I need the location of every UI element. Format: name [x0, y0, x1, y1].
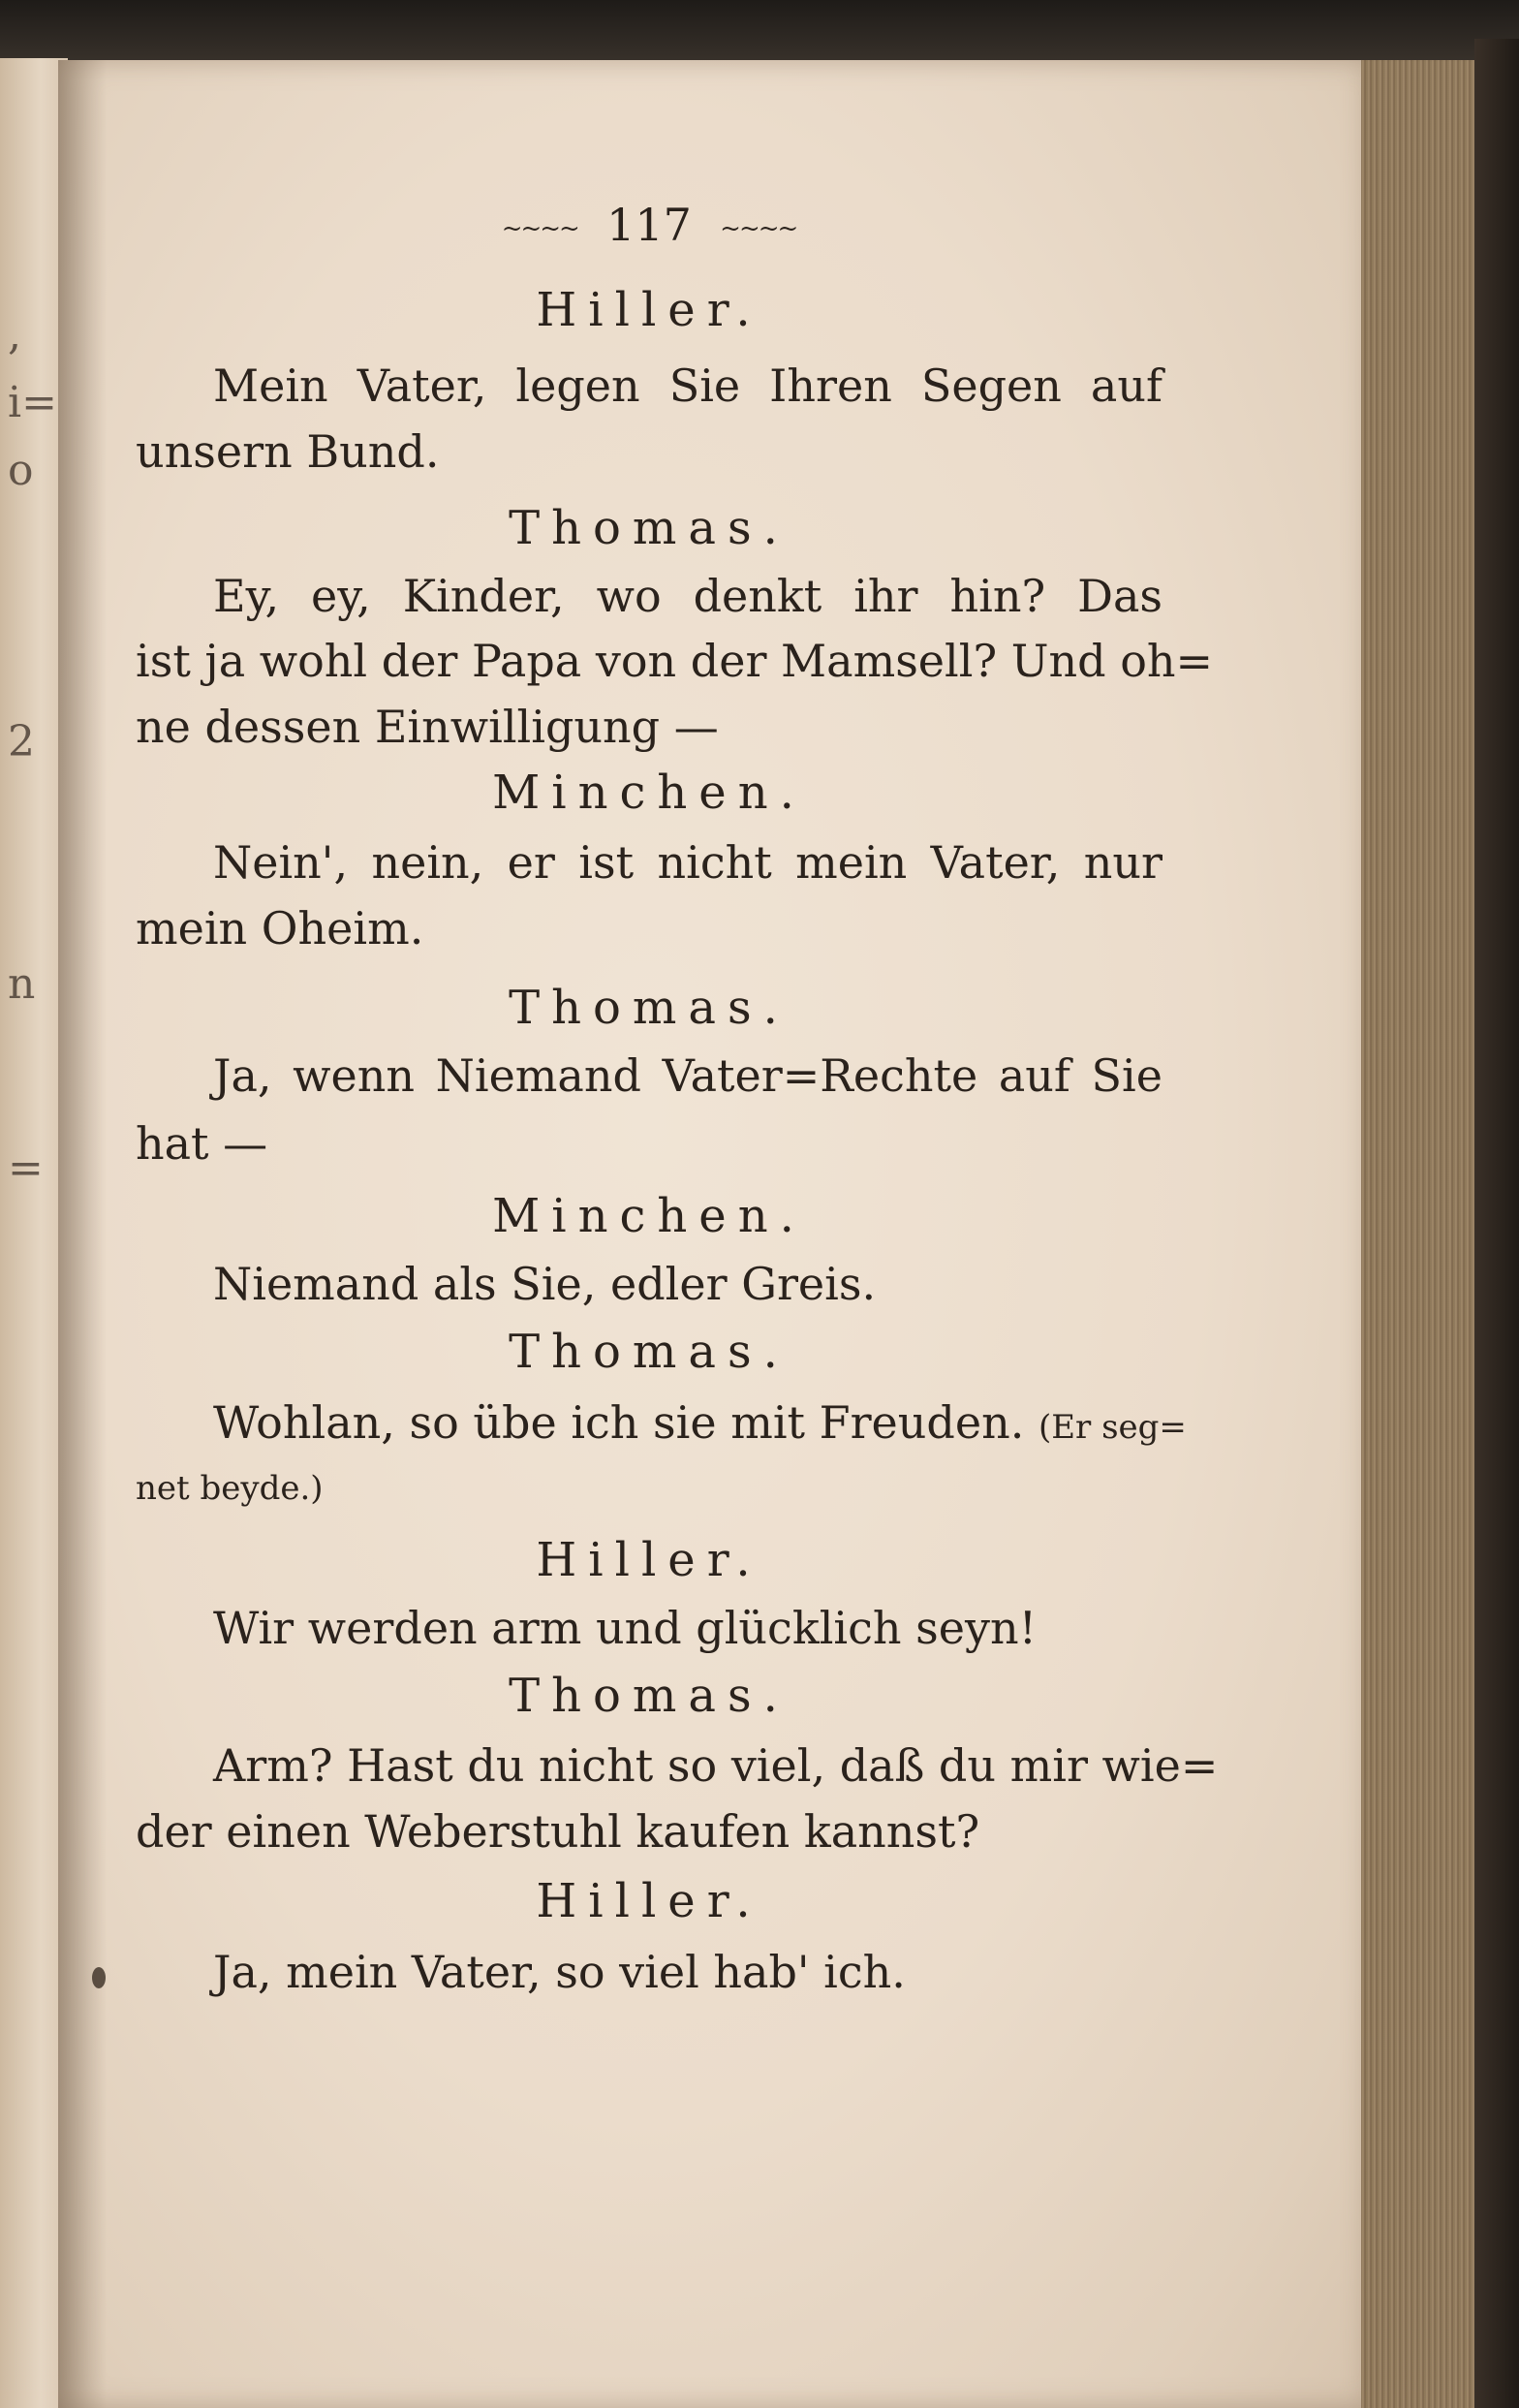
stage-direction-continued: net beyde.) — [136, 1469, 324, 1508]
speaker-name: Minchen. — [492, 766, 806, 820]
dialogue-line: Ja, wenn Niemand Vater=Rechte auf Sie — [213, 1049, 1162, 1102]
speaker-name: Hiller. — [536, 283, 762, 337]
left-page-fragment: n — [8, 959, 36, 1009]
dialogue-line: mein Oheim. — [136, 902, 424, 954]
dialogue-line: unsern Bund. — [136, 425, 440, 478]
dialogue-line: Ja, mein Vater, so viel hab' ich. — [213, 1946, 906, 1998]
dialogue-line: Wir werden arm und glücklich seyn! — [213, 1602, 1038, 1654]
speaker-name: Thomas. — [509, 1325, 790, 1379]
dialogue-line: hat — — [136, 1117, 268, 1170]
book-cover-edge — [1474, 39, 1519, 2408]
dialogue-text: Wohlan, so übe ich sie mit Freuden. — [213, 1396, 1025, 1449]
dialogue-line: ne dessen Einwilligung — — [136, 701, 719, 753]
dialogue-line: Niemand als Sie, edler Greis. — [213, 1258, 877, 1310]
speaker-name: Hiller. — [536, 1533, 762, 1587]
page-number-header — [455, 199, 843, 251]
ornament-left: ~~~~ — [501, 214, 578, 243]
dialogue-line: Mein Vater, legen Sie Ihren Segen auf — [213, 360, 1162, 412]
gutter-shadow — [58, 60, 107, 2408]
stage-direction: (Er seg= — [1038, 1408, 1187, 1447]
speaker-name: Hiller. — [536, 1874, 762, 1928]
left-page-fragment: , — [8, 310, 21, 360]
left-page-fragment: o — [8, 446, 34, 495]
dialogue-line — [136, 1393, 1187, 1456]
speaker-name: Thomas. — [509, 501, 790, 555]
ink-smudge — [92, 1967, 106, 1988]
background-top-edge — [0, 0, 1519, 68]
dialogue-line: Arm? Hast du nicht so viel, daß du mir wie= — [213, 1739, 1219, 1792]
left-page-fragment: = — [8, 1143, 44, 1193]
speaker-name: Minchen. — [492, 1189, 806, 1243]
ornament-right: ~~~~ — [720, 214, 797, 243]
page-number: 117 — [606, 199, 692, 251]
left-page-fragment: 2 — [8, 717, 35, 766]
dialogue-line: ist ja wohl der Papa von der Mamsell? Und oh= — [136, 635, 1214, 687]
left-page-fragment: i= — [8, 378, 57, 427]
speaker-name: Thomas. — [509, 1669, 790, 1723]
page-edges-stack — [1361, 60, 1477, 2408]
dialogue-line: Nein', nein, er ist nicht mein Vater, nur — [213, 836, 1162, 889]
dialogue-line: Ey, ey, Kinder, wo denkt ihr hin? Das — [213, 570, 1162, 622]
speaker-name: Thomas. — [509, 981, 790, 1035]
dialogue-line: der einen Weberstuhl kaufen kannst? — [136, 1805, 980, 1858]
